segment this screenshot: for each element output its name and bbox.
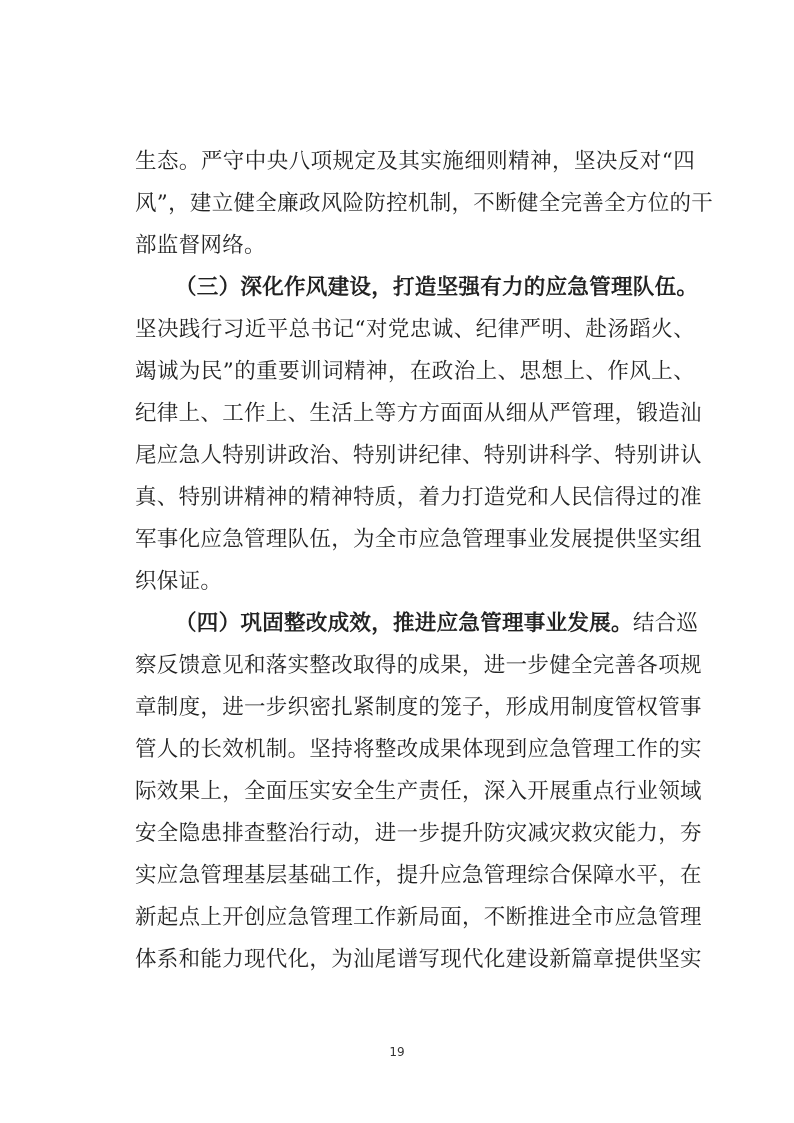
body-text-line: 部监督网络。 [135, 233, 266, 258]
section-heading-four: （四）巩固整改成效，推进应急管理事业发展。 [175, 611, 633, 636]
body-text-line: 章制度，进一步织密扎紧制度的笼子，形成用制度管权管事 [135, 695, 702, 720]
body-text-line: 管人的长效机制。坚持将整改成果体现到应急管理工作的实 [135, 737, 702, 762]
body-text-line: 纪律上、工作上、生活上等方方面面从细从严管理，锻造汕 [135, 401, 702, 426]
body-text-line: 竭诚为民”的重要训词精神，在政治上、思想上、作风上、 [135, 359, 695, 384]
body-text-line: 体系和能力现代化，为汕尾谱写现代化建设新篇章提供坚实 [135, 947, 702, 972]
section-heading-three: （三）深化作风建设，打造坚强有力的应急管理队伍。 [175, 275, 699, 300]
body-text-inline: 结合巡 [632, 611, 699, 636]
section-four-line [175, 609, 699, 639]
body-text-line: 察反馈意见和落实整改取得的成果，进一步健全完善各项规 [135, 653, 702, 678]
body-text-line: 实应急管理基层基础工作，提升应急管理综合保障水平，在 [135, 863, 702, 888]
body-text-line: 生态。严守中央八项规定及其实施细则精神，坚决反对“四 [135, 149, 695, 174]
body-text-line: 际效果上，全面压实安全生产责任，深入开展重点行业领域 [135, 779, 702, 804]
body-text-line: 织保证。 [135, 569, 223, 594]
body-text-line: 真、特别讲精神的精神特质，着力打造党和人民信得过的准 [135, 485, 702, 510]
body-text-line: 安全隐患排查整治行动，进一步提升防灾减灾救灾能力，夯 [135, 821, 702, 846]
body-text-line: 坚决践行习近平总书记“对党忠诚、纪律严明、赴汤蹈火、 [135, 317, 695, 342]
page-number: 19 [389, 1045, 405, 1059]
body-text-line: 军事化应急管理队伍，为全市应急管理事业发展提供坚实组 [135, 527, 702, 552]
body-text-line: 新起点上开创应急管理工作新局面，不断推进全市应急管理 [135, 905, 702, 930]
body-text-line: 尾应急人特别讲政治、特别讲纪律、特别讲科学、特别讲认 [135, 443, 702, 468]
body-text-line: 风”，建立健全廉政风险防控机制，不断健全完善全方位的干 [135, 191, 714, 216]
